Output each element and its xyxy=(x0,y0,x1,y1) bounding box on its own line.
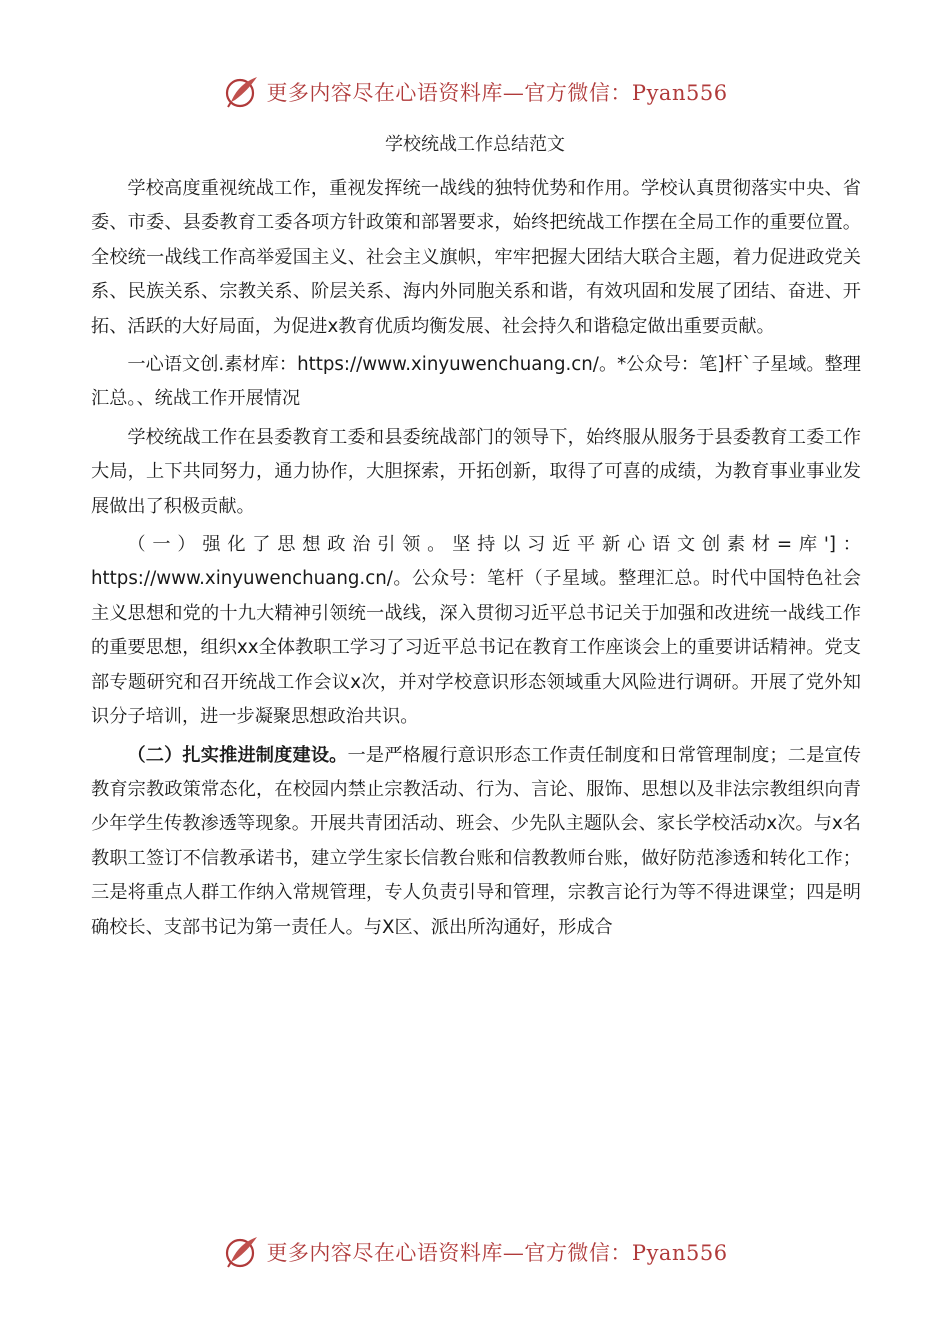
watermark-banner-top xyxy=(0,72,950,112)
quill-logo-icon xyxy=(222,1232,262,1272)
paragraph-section-two xyxy=(91,739,861,945)
paragraph-source-note: 一心语文创.素材库：https://www.xinyuwenchuang.cn/。*公众号：笔]杆`子星域。整理汇总。、统战工作开展情况 xyxy=(91,354,861,410)
watermark-text: 更多内容尽在心语资料库—官方微信：Pyan556 xyxy=(266,81,728,105)
paragraph-intro: 学校高度重视统战工作，重视发挥统一战线的独特优势和作用。学校认真贯彻落实中央、省委、市委、县委教育工委各项方针政策和部署要求，始终把统战工作摆在全局工作的重要位置。全校统一战线工作高举爱国主义、社会主义旗帜，牢牢把握大团结大联合主题，着力促进政党关系、民族关系、宗教关系、阶层关系、海内外同胞关系和谐，有效巩固和发展了团结、奋进、开拓、活跃的大好局面，为促进x教育优质均衡发展、社会持久和谐稳定做出重要贡献。 xyxy=(91,178,861,337)
watermark-banner-bottom xyxy=(0,1232,950,1272)
document-body xyxy=(91,172,861,945)
watermark-text: 更多内容尽在心语资料库—官方微信：Pyan556 xyxy=(266,1241,728,1265)
paragraph-section-one: （一）强化了思想政治引领。坚持以习近平新心语文创素材=库']：https://www.xinyuwenchuang.cn/。公众号：笔杆（子星域。整理汇总。时代中国特色社会主义思想和党的十九大精神引领统一战线，深入贯彻习近平总书记关于加强和改进统一战线工作的重要思想，组织xx全体教职工学习了习近平总书记在教育工作座谈会上的重要讲话精神。党支部专题研究和召开统战工作会议x次，并对学校意识形态领域重大风险进行调研。开展了党外知识分子培训，进一步凝聚思想政治共识。 xyxy=(91,534,861,728)
quill-logo-icon xyxy=(222,72,262,112)
paragraph-leadership: 学校统战工作在县委教育工委和县委统战部门的领导下，始终服从服务于县委教育工委工作大局，上下共同努力，通力协作，大胆探索，开拓创新，取得了可喜的成绩，为教育事业事业发展做出了积极贡献。 xyxy=(91,426,861,517)
section-two-heading: （二）扎实推进制度建设。 xyxy=(127,744,348,766)
section-two-text: 一是严格履行意识形态工作责任制度和日常管理制度；二是宣传教育宗教政策常态化，在校园内禁止宗教活动、行为、言论、服饰、思想以及非法宗教组织向青少年学生传教渗透等现象。开展共青团活动、班会、少先队主题队会、家长学校活动x次。与x名教职工签订不信教承诺书，建立学生家长信教台账和信教教师台账，做好防范渗透和转化工作；三是将重点人群工作纳入常规管理，专人负责引导和管理，宗教言论行为等不得进课堂；四是明确校长、支部书记为第一责任人。与X区、派出所沟通好，形成合 xyxy=(91,744,861,938)
document-title: 学校统战工作总结范文 xyxy=(385,134,565,155)
